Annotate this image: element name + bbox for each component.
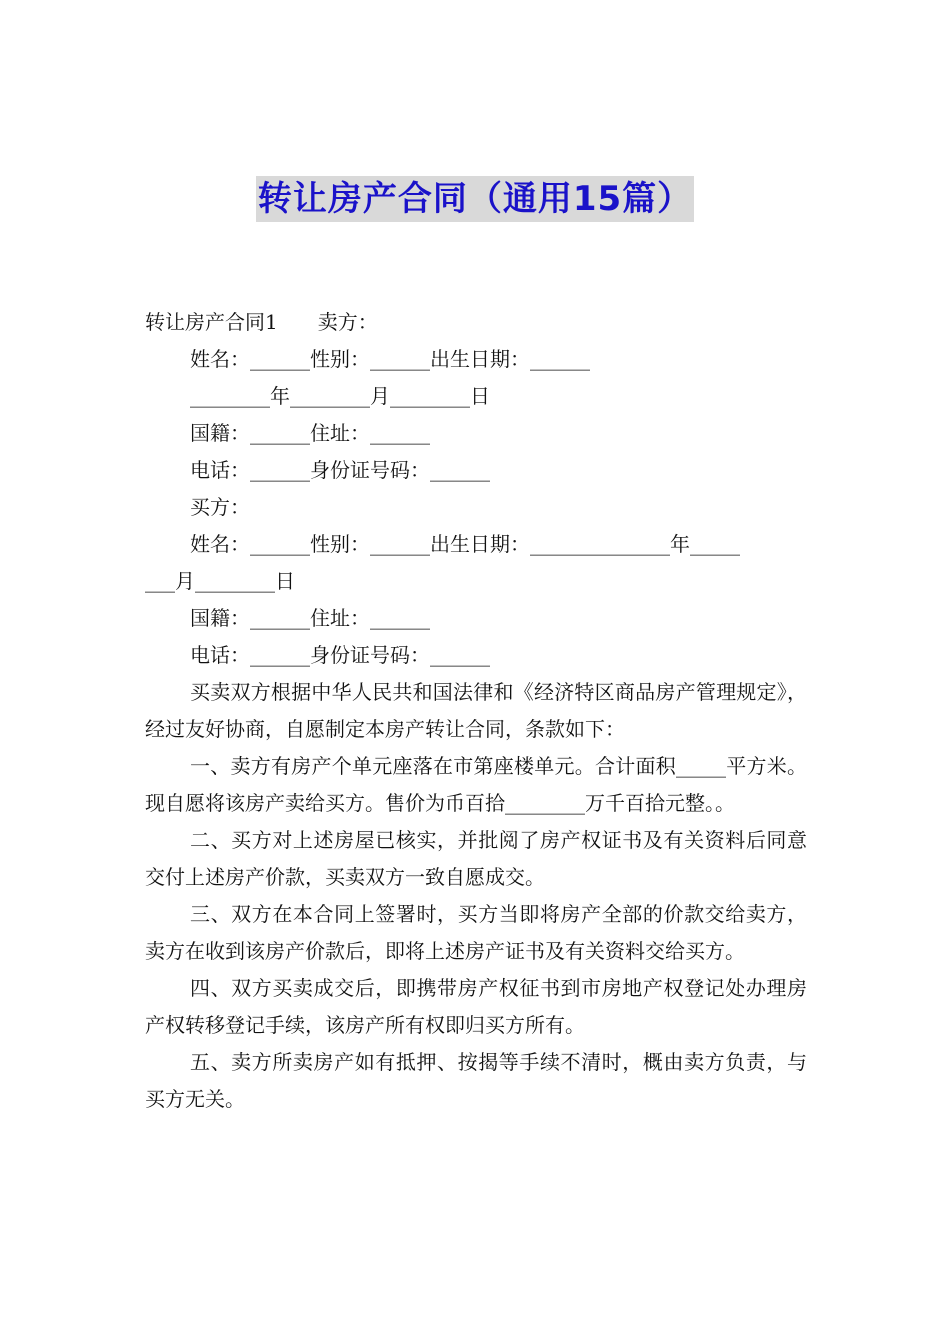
paragraph-clause-5: 五、卖方所卖房产如有抵押、按揭等手续不清时，概由卖方负责，与买方无关。	[145, 1050, 807, 1111]
document-body	[145, 304, 807, 1118]
document-title: 转让房产合同（通用15篇）	[256, 176, 694, 222]
seller-nationality-line: 国籍：______住址：______	[190, 421, 430, 445]
seller-phone-line: 电话：______身份证号码：______	[190, 458, 490, 482]
paragraph-clause-2: 二、买方对上述房屋已核实，并批阅了房产权证书及有关资料后同意交付上述房产价款，买卖双方一致自愿成交。	[145, 828, 807, 889]
contract-heading-line	[145, 304, 807, 341]
buyer-name-line: 姓名：______性别：______出生日期：______________年_____	[190, 532, 740, 556]
paragraph-clause-3: 三、双方在本合同上签署时，买方当即将房产全部的价款交给卖方，卖方在收到该房产价款后，即将上述房产证书及有关资料交给买方。	[145, 902, 807, 963]
buyer-date-line: ___月________日	[145, 569, 295, 593]
seller-name-line: 姓名：______性别：______出生日期：______	[190, 347, 590, 371]
paragraph-clause-4: 四、双方买卖成交后，即携带房产权征书到市房地产权登记处办理房产权转移登记手续，该房产所有权即归买方所有。	[145, 976, 807, 1037]
seller-label: 卖方：	[317, 310, 378, 334]
title-container	[0, 176, 950, 222]
buyer-phone-line: 电话：______身份证号码：______	[190, 643, 490, 667]
paragraph-clause-1: 一、卖方有房产个单元座落在市第座楼单元。合计面积_____平方米。现自愿将该房产卖给买方。售价为币百拾________万千百拾元整。。	[145, 754, 807, 815]
contract-heading: 转让房产合同1	[145, 310, 278, 334]
buyer-label: 买方：	[190, 495, 250, 519]
paragraph-intro: 买卖双方根据中华人民共和国法律和《经济特区商品房产管理规定》，经过友好协商，自愿制定本房产转让合同，条款如下：	[145, 680, 807, 741]
buyer-nationality-line: 国籍：______住址：______	[190, 606, 430, 630]
seller-date-line: ________年________月________日	[190, 384, 490, 408]
